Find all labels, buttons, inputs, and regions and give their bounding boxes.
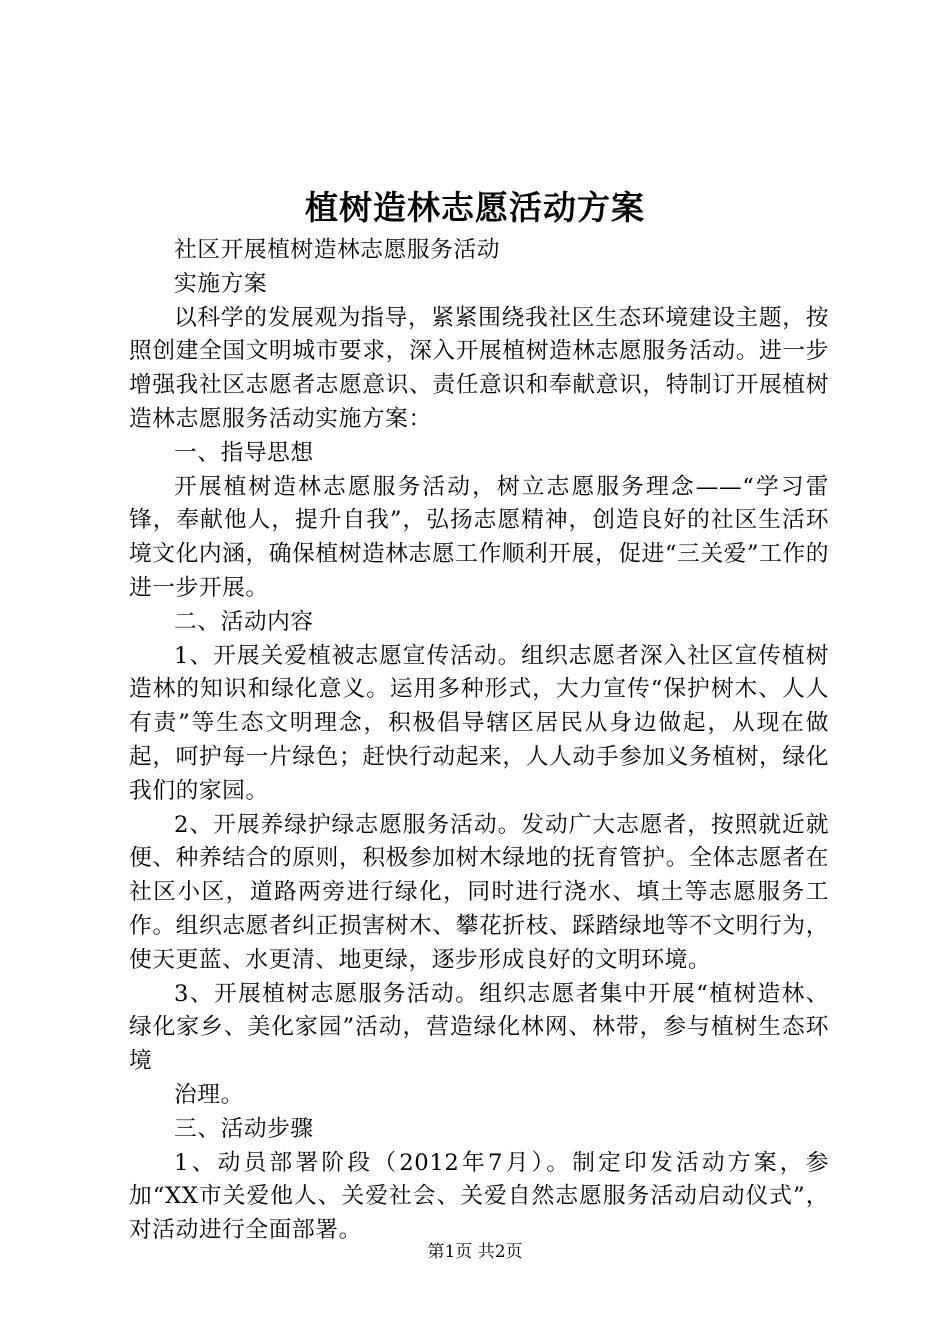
paragraph-intro: 以科学的发展观为指导，紧紧围绕我社区生态环境建设主题，按照创建全国文明城市要求，深入开展植树造林志愿服务活动。进一步增强我社区志愿者志愿意识、责任意识和奉献意识，特制订开展植树造林志愿服务活动实施方案：	[129, 304, 829, 432]
section-heading-activity-steps: 三、活动步骤	[174, 1115, 314, 1142]
paragraph-subtitle: 社区开展植树造林志愿服务活动	[174, 237, 501, 263]
section-heading-activity-content: 二、活动内容	[174, 608, 314, 635]
paragraph-activity-2: 2、开展养绿护绿志愿服务活动。发动广大志愿者，按照就近就便、种养结合的原则，积极参加树木绿地的抚育管护。全体志愿者在社区小区，道路两旁进行绿化，同时进行浇水、填土等志愿服务工作。组织志愿者纠正损害树木、攀花折枝、踩踏绿地等不文明行为，使天更蓝、水更清、地更绿，逐步形成良好的文明环境。	[129, 811, 829, 973]
paragraph-activity-1: 1、开展关爱植被志愿宣传活动。组织志愿者深入社区宣传植树造林的知识和绿化意义。运用多种形式，大力宣传“保护树木、人人有责”等生态文明理念，积极倡导辖区居民从身边做起，从现在做起，呵护每一片绿色；赶快行动起来，人人动手参加义务植树，绿化我们的家园。	[129, 642, 829, 804]
paragraph-activity-3: 3、开展植树志愿服务活动。组织志愿者集中开展“植树造林、绿化家乡、美化家园”活动，营造绿化林网、林带，参与植树生态环境	[129, 980, 829, 1075]
document-body	[129, 234, 829, 1248]
page-number-footer: 第1页 共2页	[427, 1242, 523, 1262]
paragraph-activity-3-end: 治理。	[174, 1081, 244, 1108]
paragraph-subtitle-2: 实施方案	[174, 270, 268, 297]
section-heading-guiding-thought: 一、指导思想	[174, 439, 314, 466]
paragraph-guiding-thought: 开展植树造林志愿服务活动，树立志愿服务理念——“学习雷锋，奉献他人，提升自我”，弘扬志愿精神，创造良好的社区生活环境文化内涵，确保植树造林志愿工作顺利开展，促进“三关爱”工作的进一步开展。	[129, 473, 829, 601]
paragraph-step-1: 1、动员部署阶段（2012年7月）。制定印发活动方案，参加“XX市关爱他人、关爱社会、关爱自然志愿服务活动启动仪式”，对活动进行全面部署。	[129, 1149, 829, 1244]
document-title: 植树造林志愿活动方案	[305, 188, 645, 227]
